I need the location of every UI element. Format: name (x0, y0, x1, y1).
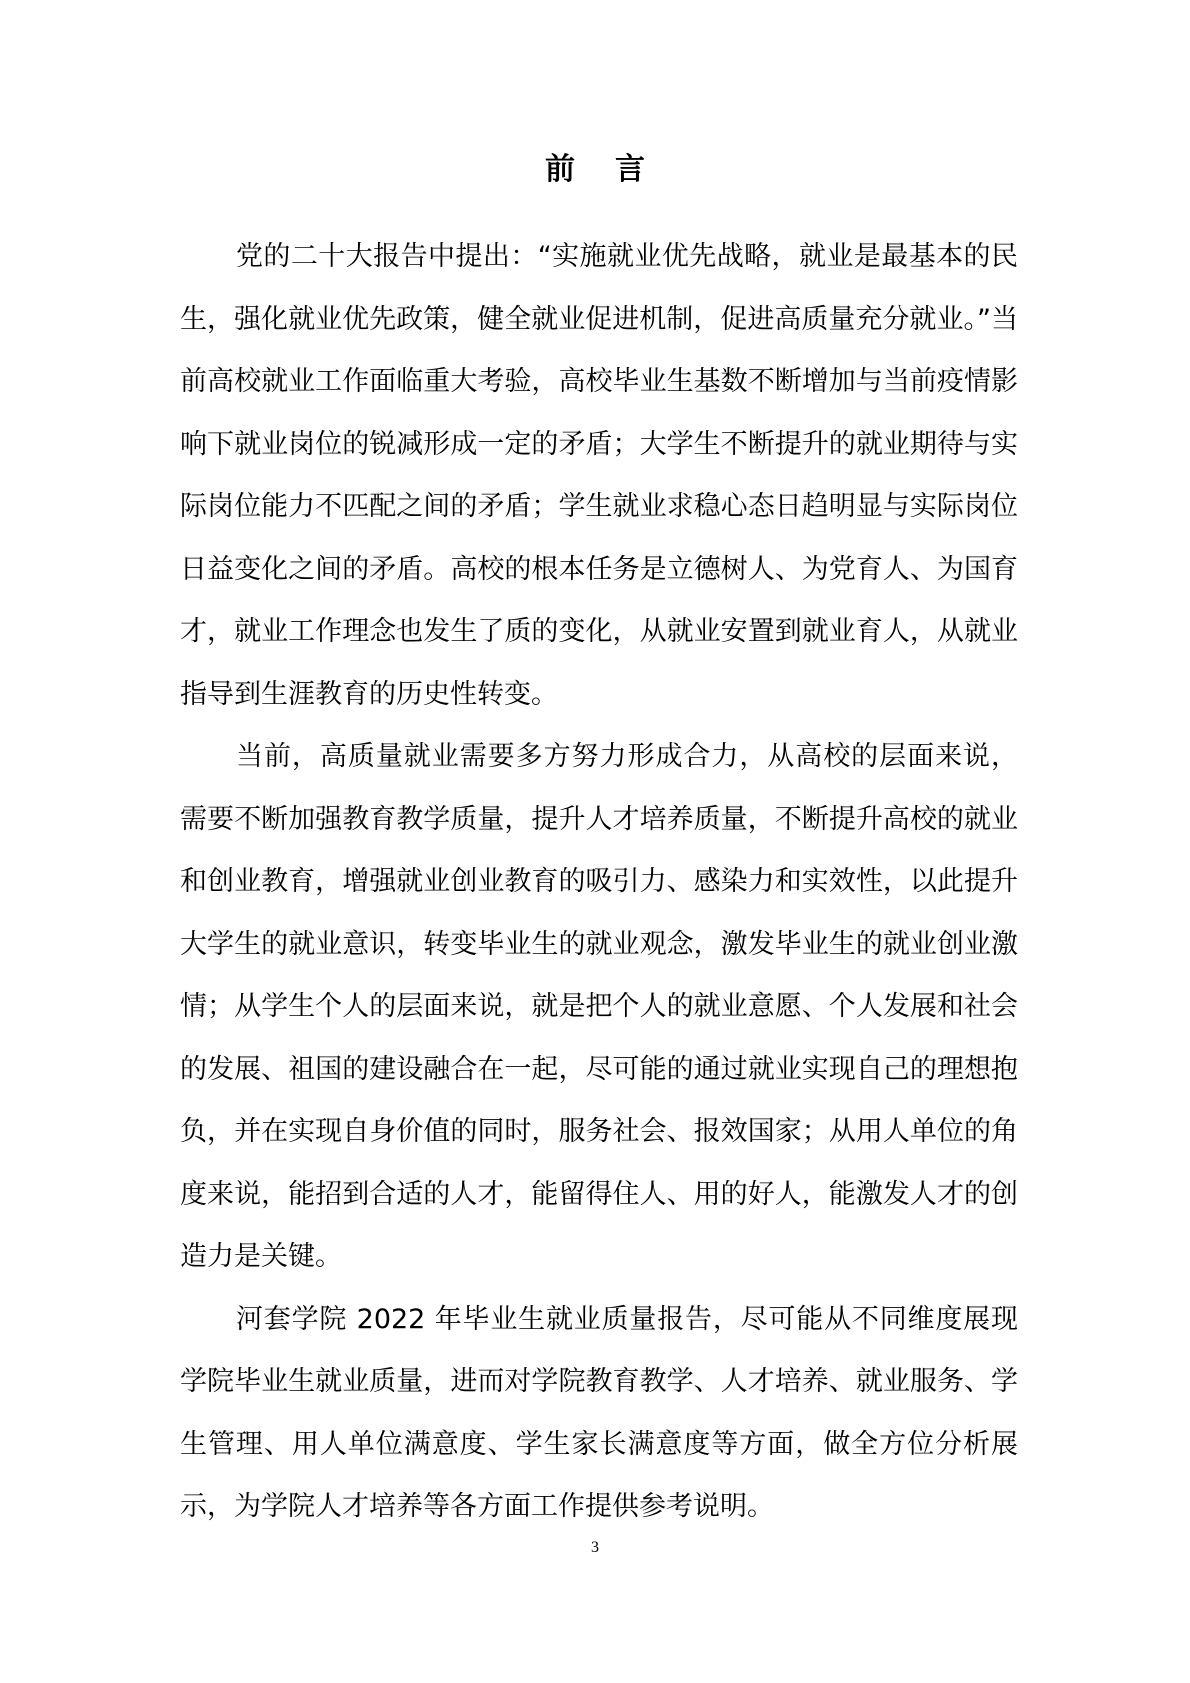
title-char-1: 前 (545, 152, 575, 187)
page-number: 3 (591, 1539, 599, 1556)
paragraph-3: 河套学院 2022 年毕业生就业质量报告，尽可能从不同维度展现学院毕业生就业质量，进而对学院教育教学、人才培养、就业服务、学生管理、用人单位满意度、学生家长满意度等方面，做全方位分析展示，为学院人才培养等各方面工作提供参考说明。 (180, 1303, 1018, 1522)
paragraph-1: 党的二十大报告中提出：“实施就业优先战略，就业是最基本的民生，强化就业优先政策，健全就业促进机制，促进高质量充分就业。”当前高校就业工作面临重大考验，高校毕业生基数不断增加与当前疫情影响下就业岗位的锐减形成一定的矛盾；大学生不断提升的就业期待与实际岗位能力不匹配之间的矛盾；学生就业求稳心态日趋明显与实际岗位日益变化之间的矛盾。高校的根本任务是立德树人、为党育人、为国育才，就业工作理念也发生了质的变化，从就业安置到就业育人，从就业指导到生涯教育的历史性转变。 (180, 241, 1018, 710)
body-text (180, 226, 1018, 1539)
paragraph-2: 当前，高质量就业需要多方努力形成合力，从高校的层面来说，需要不断加强教育教学质量，提升人才培养质量，不断提升高校的就业和创业教育，增强就业创业教育的吸引力、感染力和实效性，以此提升大学生的就业意识，转变毕业生的就业观念，激发毕业生的就业创业激情；从学生个人的层面来说，就是把个人的就业意愿、个人发展和社会的发展、祖国的建设融合在一起，尽可能的通过就业实现自己的理想抱负，并在实现自身价值的同时，服务社会、报效国家；从用人单位的角度来说，能招到合适的人才，能留得住人、用的好人，能激发人才的创造力是关键。 (180, 741, 1018, 1272)
title-char-2: 言 (615, 152, 645, 187)
page-title (0, 150, 1190, 190)
